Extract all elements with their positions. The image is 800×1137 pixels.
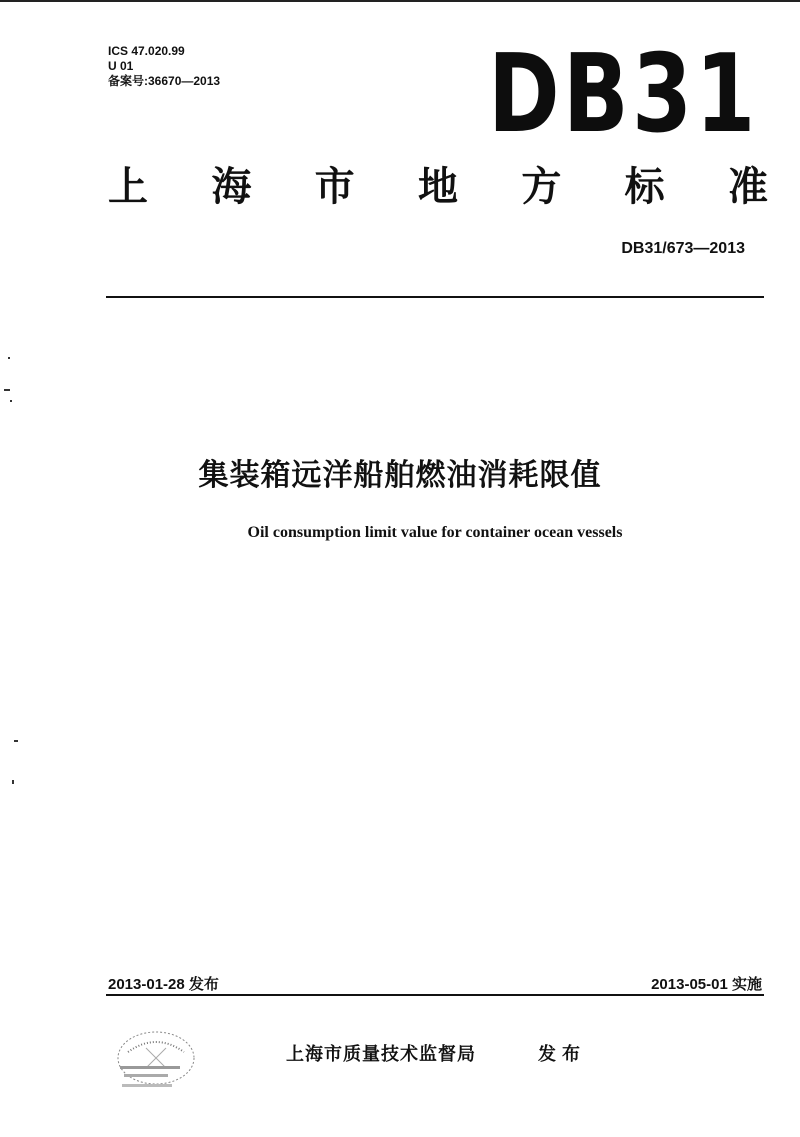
standard-number: DB31/673—2013 bbox=[621, 240, 745, 257]
heading-char: 准 bbox=[727, 164, 768, 210]
scan-speck bbox=[12, 780, 14, 784]
heading-char: 地 bbox=[417, 164, 458, 210]
scan-speck bbox=[8, 357, 10, 359]
scan-speck bbox=[10, 400, 12, 402]
implement-date: 2013-05-01 实施 bbox=[651, 976, 762, 993]
seal-stamp-image bbox=[108, 1022, 204, 1102]
metadata-block bbox=[108, 44, 220, 89]
document-title-chinese: 集装箱远洋船舶燃油消耗限值 bbox=[198, 458, 602, 493]
header-divider bbox=[106, 296, 764, 298]
ics-code: ICS 47.020.99 bbox=[108, 44, 185, 58]
issue-label: 发布 bbox=[538, 1044, 586, 1065]
issuing-authority: 上海市质量技术监督局 bbox=[286, 1044, 476, 1065]
record-number: 备案号:36670—2013 bbox=[108, 74, 221, 88]
heading-char: 海 bbox=[211, 164, 252, 210]
heading-char: 标 bbox=[624, 164, 665, 210]
scan-speck bbox=[14, 740, 18, 742]
publish-date: 2013-01-28 发布 bbox=[108, 976, 219, 993]
heading-char: 市 bbox=[314, 164, 355, 210]
top-border-line bbox=[0, 0, 800, 2]
standard-type-heading bbox=[108, 163, 768, 211]
category-code: U 01 bbox=[108, 59, 134, 73]
document-title-english: Oil consumption limit value for container ocean vessels bbox=[247, 524, 623, 541]
footer-divider bbox=[106, 994, 764, 996]
heading-char: 方 bbox=[521, 164, 562, 210]
heading-char: 上 bbox=[108, 164, 148, 210]
scan-speck bbox=[4, 389, 10, 391]
db31-logo: DB31 bbox=[488, 32, 759, 157]
